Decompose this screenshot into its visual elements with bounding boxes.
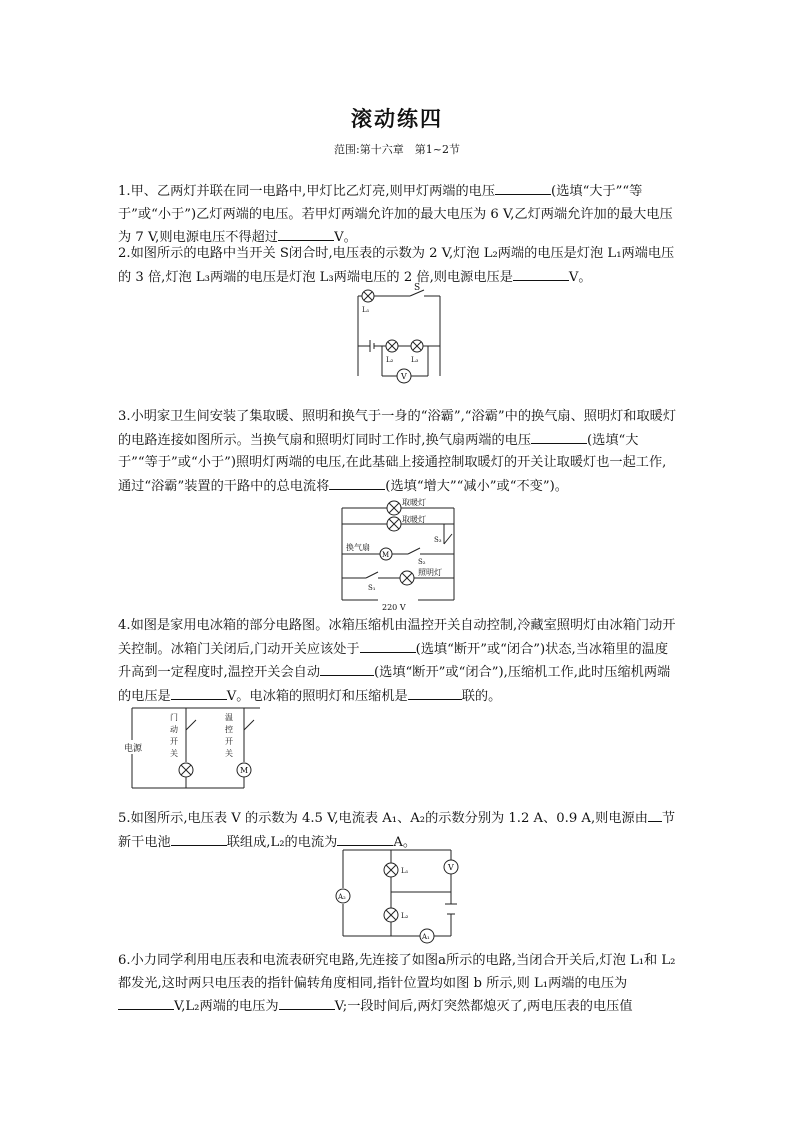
meter-label: V — [401, 372, 407, 381]
question-text: V。 — [334, 230, 357, 245]
question-text: (选填“大于”“等于”或“小于”)照明灯两端的电压,在此基础上接通控制取暖灯的开关让取暖灯也一起工作,通过“浴霸”装置的干路中的总电流将 — [118, 432, 667, 494]
switch-label: S₁ — [368, 584, 376, 592]
question-text: V。电冰箱的照明灯和压缩机是 — [226, 688, 408, 704]
temp-switch-label: 控 — [225, 725, 233, 734]
answer-blank[interactable] — [408, 685, 462, 700]
question-text: V;一段时间后,两灯突然都熄灭了,两电压表的电压值 — [334, 999, 633, 1014]
question-1 — [118, 180, 678, 250]
question-text: (选填“大于”“等于”或“小于”)乙灯两端的电压。若甲灯两端允许加的最大电压为 6 V,乙灯两端允许加的最大电压为 7 V,则电源电压不得超过 — [118, 184, 673, 245]
lamp-label: L₂ — [386, 356, 394, 364]
answer-blank[interactable] — [279, 995, 335, 1010]
meter-label: A₂ — [338, 893, 346, 901]
question-4 — [118, 615, 678, 708]
lamp-label: L₁ — [401, 867, 409, 875]
question-text: (选填“断开”或“闭合”),压缩机工作,此时压缩机两端的电压是 — [118, 665, 671, 704]
answer-blank[interactable] — [513, 266, 569, 281]
light-label: 照明灯 — [418, 568, 442, 577]
lamp-label: L₃ — [411, 356, 419, 364]
lamp-label: L₂ — [401, 912, 409, 920]
answer-blank[interactable] — [531, 429, 587, 444]
voltage-label: 220 V — [382, 603, 406, 612]
question-text: 甲、乙两灯并联在同一电路中,甲灯比乙灯亮,则甲灯两端的电压 — [130, 184, 496, 199]
question-text: 节新干电池 — [118, 811, 676, 850]
answer-blank[interactable] — [337, 831, 393, 846]
heater-lamp-label: 取暖灯 — [402, 515, 426, 524]
question-text: 如图是家用电冰箱的部分电路图。冰箱压缩机由温控开关自动控制,冷藏室照明灯由冰箱门动开关控制。冰箱门关闭后,门动开关应该处于 — [118, 618, 676, 657]
switch-label: S₂ — [418, 558, 426, 566]
door-switch-label: 门 — [170, 713, 178, 722]
answer-blank[interactable] — [320, 661, 374, 676]
question-number: 3. — [118, 409, 131, 424]
switch-label: S₃ — [434, 536, 442, 544]
meter-label: A₁ — [422, 933, 430, 941]
temp-switch-label: 关 — [225, 749, 233, 758]
door-switch-label: 开 — [170, 737, 178, 746]
temp-switch-label: 开 — [225, 737, 233, 746]
temp-switch-label: 温 — [225, 713, 233, 722]
question-number: 1. — [118, 184, 131, 199]
page-subtitle: 范围:第十六章 第1~2节 — [334, 143, 460, 156]
heater-lamp-label: 取暖灯 — [402, 498, 426, 507]
question-6 — [118, 950, 678, 1019]
question-text: V,L₂两端的电压为 — [174, 999, 279, 1014]
answer-blank[interactable] — [278, 226, 334, 241]
answer-blank[interactable] — [171, 831, 227, 846]
question-text: 如图所示的电路中当开关 S闭合时,电压表的示数为 2 V,灯泡 L₂两端的电压是灯泡 L₁两端电压的 3 倍,灯泡 L₃两端的电压是灯泡 L₃两端电压的 2 倍,则电源电压是 — [118, 246, 675, 285]
answer-blank[interactable] — [648, 807, 662, 822]
question-number: 4. — [118, 618, 131, 633]
question-text: 联的。 — [461, 688, 502, 704]
question-3 — [118, 406, 678, 498]
question-2 — [118, 243, 678, 289]
question-text: 联组成,L₂的电流为 — [226, 834, 338, 850]
motor-label: M — [382, 551, 390, 559]
lamp-label: L₁ — [362, 306, 370, 314]
answer-blank[interactable] — [495, 180, 551, 195]
question-text: 如图所示,电压表 V 的示数为 4.5 V,电流表 A₁、A₂的示数分别为 1.2 A、0.9 A,则电源由 — [130, 811, 648, 826]
question-number: 5. — [118, 811, 131, 826]
circuit-diagram-q2 — [340, 284, 460, 384]
circuit-diagram-q4 — [124, 702, 274, 794]
power-source-label: 电源 — [124, 744, 143, 754]
question-number: 2. — [118, 246, 131, 261]
door-switch-label: 关 — [170, 749, 178, 758]
answer-blank[interactable] — [118, 995, 174, 1010]
answer-blank[interactable] — [360, 638, 416, 653]
page-title: 滚动练四 — [351, 106, 443, 131]
meter-label: V — [448, 863, 454, 872]
question-text: (选填“断开”或“闭合”)状态,当冰箱里的温度升高到一定程度时,温控开关会自动 — [118, 641, 669, 680]
motor-label: M — [240, 766, 249, 775]
question-text: (选填“增大”“减小”或“不变”)。 — [385, 478, 568, 494]
answer-blank[interactable] — [329, 475, 385, 490]
fan-label: 换气扇 — [346, 543, 370, 552]
circuit-diagram-q3 — [336, 496, 466, 614]
question-number: 6. — [118, 953, 131, 968]
question-text: A。 — [393, 834, 417, 850]
question-text: 小明家卫生间安装了集取暖、照明和换气于一身的“浴霸”,“浴霸”中的换气扇、照明灯和取暖灯的电路连接如图所示。当换气扇和照明灯同时工作时,换气扇两端的电压 — [118, 409, 677, 448]
switch-label: S — [414, 283, 421, 293]
question-text: 小力同学利用电压表和电流表研究电路,先连接了如图a所示的电路,当闭合开关后,灯泡 L₁和 L₂都发光,这时两只电压表的指针偏转角度相同,指针位置均如图 b 所示,则 L₁两端的电压为 — [118, 953, 676, 991]
door-switch-label: 动 — [170, 725, 178, 734]
circuit-diagram-q5 — [333, 846, 463, 944]
question-text: V。 — [568, 269, 592, 285]
answer-blank[interactable] — [171, 685, 227, 700]
